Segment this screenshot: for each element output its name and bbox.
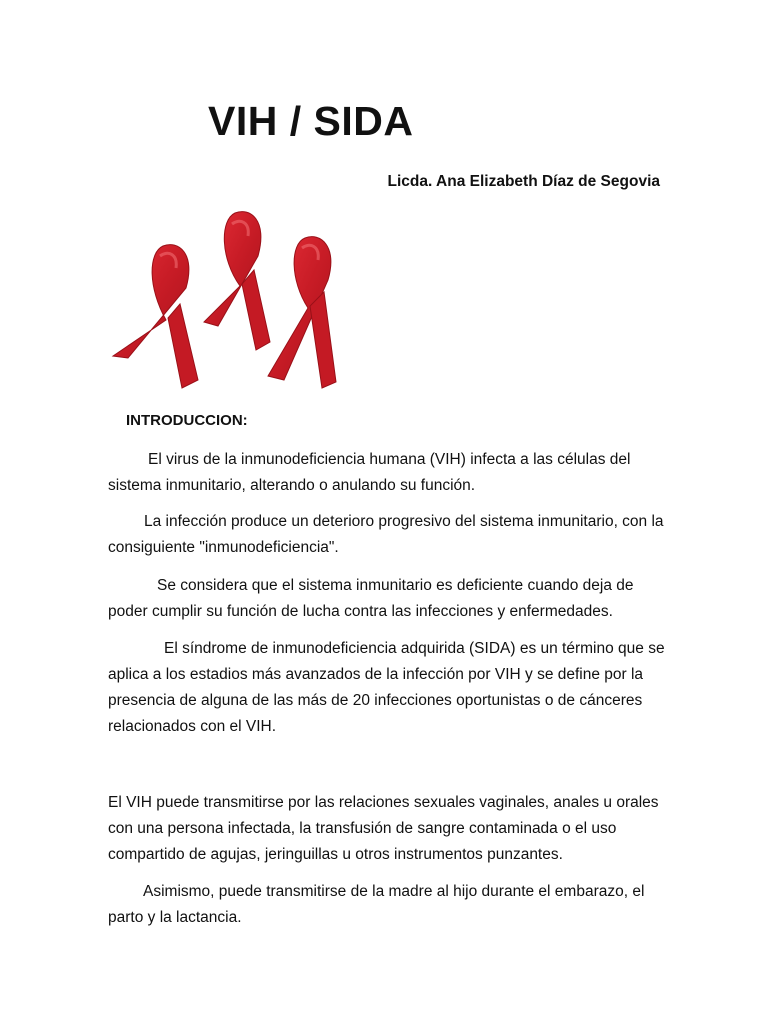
ribbon-left <box>113 245 198 388</box>
author-name: Licda. Ana Elizabeth Díaz de Segovia <box>387 173 660 190</box>
paragraph-6: Asimismo, puede transmitirse de la madre al hijo durante el embarazo, el parto y la lactancia. <box>108 883 645 926</box>
paragraph-2: La infección produce un deterioro progresivo del sistema inmunitario, con la consiguiente "inmunodeficiencia". <box>108 513 664 556</box>
ribbon-middle <box>204 212 270 350</box>
paragraph-4: El síndrome de inmunodeficiencia adquirida (SIDA) es un término que se aplica a los estadios más avanzados de la infección por VIH y se define por la presencia de alguna de las más de 20 infecciones oportunistas o de cánceres relacionados con el VIH. <box>108 640 665 735</box>
document-title: VIH / SIDA <box>208 98 414 144</box>
paragraph-5: El VIH puede transmitirse por las relaciones sexuales vaginales, anales u orales con una persona infectada, la transfusión de sangre contaminada o el uso compartido de agujas, jeringuillas u otros instrumentos punzantes. <box>108 794 659 863</box>
red-ribbons-icon <box>108 208 338 393</box>
section-heading: INTRODUCCION: <box>126 412 248 429</box>
paragraph-3: Se considera que el sistema inmunitario es deficiente cuando deja de poder cumplir su función de lucha contra las infecciones y enfermedades. <box>108 577 634 620</box>
ribbon-right <box>268 237 336 388</box>
paragraph-1: El virus de la inmunodeficiencia humana (VIH) infecta a las células del sistema inmunitario, alterando o anulando su función. <box>108 451 631 494</box>
